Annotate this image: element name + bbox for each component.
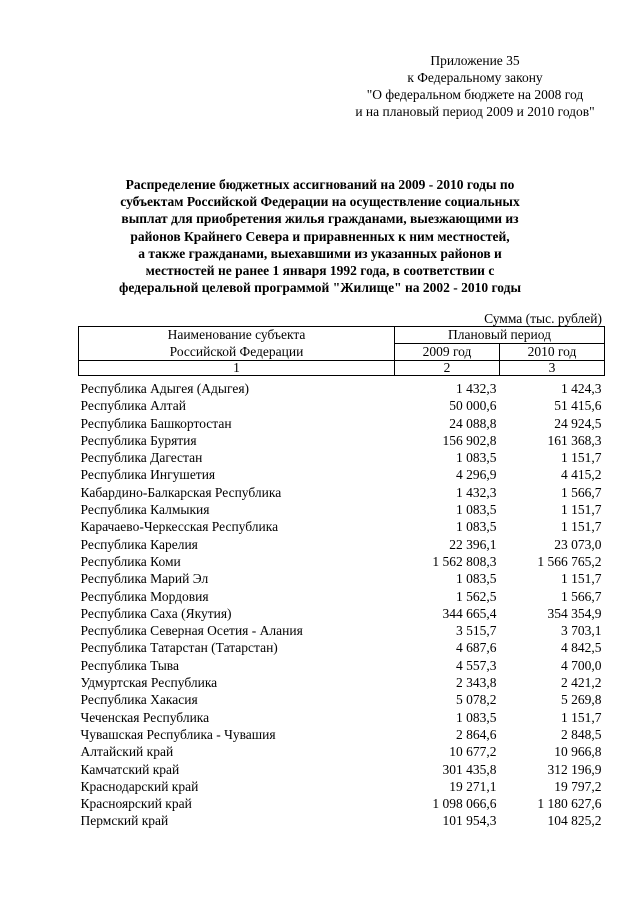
table-row: [79, 743, 605, 760]
budget-table: [78, 326, 605, 830]
table-row: [79, 501, 605, 518]
table-row: [79, 709, 605, 726]
value-2010-cell: 51 415,6: [554, 398, 602, 414]
appendix-line: и на плановый период 2009 и 2010 годов": [355, 104, 595, 119]
value-2010-cell: 1 566 765,2: [537, 553, 602, 569]
region-name-cell: Чеченская Республика: [80, 709, 210, 725]
value-2010-cell: 4 700,0: [561, 657, 602, 673]
value-2010-cell: 1 180 627,6: [537, 796, 602, 812]
header-year-2010: 2010 год: [500, 344, 605, 361]
region-name-cell: Республика Дагестан: [80, 450, 203, 466]
column-index-2: 2: [395, 361, 500, 376]
region-name-cell: Чувашская Республика - Чувашия: [80, 726, 276, 742]
appendix-line: "О федеральном бюджете на 2008 год: [366, 87, 584, 102]
title-line: субъектам Российской Федерации на осуществление социальных: [120, 194, 520, 210]
value-2010-cell: 10 966,8: [554, 744, 602, 760]
value-2009-cell: 4 687,6: [456, 640, 497, 656]
value-2009-cell: 24 088,8: [449, 415, 497, 431]
region-name-cell: Республика Калмыкия: [80, 502, 210, 518]
table-row: [79, 484, 605, 501]
table-row: [79, 466, 605, 483]
value-2009-cell: 19 271,1: [449, 778, 497, 794]
table-row: [79, 657, 605, 674]
region-name-cell: Республика Марий Эл: [80, 571, 209, 587]
table-row: [79, 588, 605, 605]
value-2009-cell: 156 902,8: [442, 432, 497, 448]
value-2010-cell: 1 151,7: [561, 571, 602, 587]
header-planned-period: Плановый период: [395, 327, 605, 344]
table-header: [79, 327, 605, 376]
value-2010-cell: 354 354,9: [547, 605, 602, 621]
value-2010-cell: 24 924,5: [554, 415, 602, 431]
region-name-cell: Республика Саха (Якутия): [80, 605, 232, 621]
column-index-1: 1: [79, 361, 395, 376]
value-2010-cell: 161 368,3: [547, 432, 602, 448]
region-name-cell: Алтайский край: [80, 744, 174, 760]
region-name-cell: Республика Ингушетия: [80, 467, 216, 483]
title-line: районов Крайнего Севера и приравненных к ним местностей,: [130, 228, 510, 244]
region-name-cell: Республика Коми: [80, 553, 181, 569]
value-2010-cell: 4 415,2: [561, 467, 602, 483]
table-row: [79, 432, 605, 449]
region-name-cell: Пермский край: [80, 813, 169, 829]
region-name-cell: Республика Бурятия: [80, 432, 197, 448]
title-line: федеральной целевой программой "Жилище" на 2002 - 2010 годы: [118, 280, 521, 296]
table-row: [79, 778, 605, 795]
units-label: Сумма (тыс. рублей): [484, 311, 602, 326]
table-row: [79, 674, 605, 691]
value-2009-cell: 22 396,1: [449, 536, 497, 552]
value-2010-cell: 1 151,7: [561, 450, 602, 466]
value-2010-cell: 2 421,2: [561, 675, 602, 691]
table-row: [79, 536, 605, 553]
value-2010-cell: 2 848,5: [561, 726, 602, 742]
value-2010-cell: 1 151,7: [561, 519, 602, 535]
value-2009-cell: 301 435,8: [442, 761, 497, 777]
table-row: [79, 691, 605, 708]
table-row: [79, 518, 605, 535]
value-2010-cell: 5 269,8: [561, 692, 602, 708]
value-2010-cell: 19 797,2: [554, 778, 602, 794]
value-2009-cell: 4 296,9: [456, 467, 497, 483]
table-row: [79, 761, 605, 778]
value-2009-cell: 2 864,6: [456, 726, 497, 742]
document-title: [70, 176, 570, 296]
table-row: [79, 795, 605, 812]
value-2009-cell: 1 432,3: [456, 484, 497, 500]
value-2009-cell: 101 954,3: [442, 813, 497, 829]
value-2009-cell: 1 562,5: [456, 588, 497, 604]
header-name-line1: Наименование субъекта: [79, 327, 395, 344]
table-row: [79, 380, 605, 397]
appendix-line: к Федеральному закону: [407, 70, 543, 85]
value-2009-cell: 1 083,5: [456, 519, 497, 535]
value-2010-cell: 104 825,2: [547, 813, 602, 829]
title-line: выплат для приобретения жилья гражданами, выезжающими из: [121, 211, 519, 227]
region-name-cell: Карачаево-Черкесская Республика: [80, 519, 279, 535]
region-name-cell: Республика Башкортостан: [80, 415, 232, 431]
region-name-cell: Камчатский край: [80, 761, 180, 777]
region-name-cell: Республика Северная Осетия - Алания: [80, 623, 303, 639]
table-row: [79, 397, 605, 414]
region-name-cell: Республика Адыгея (Адыгея): [80, 381, 250, 396]
region-name-cell: Республика Хакасия: [80, 692, 198, 708]
value-2010-cell: 1 424,3: [561, 381, 602, 396]
region-name-cell: Удмуртская Республика: [80, 675, 218, 691]
value-2010-cell: 1 566,7: [561, 588, 602, 604]
title-line: Распределение бюджетных ассигнований на 2009 - 2010 годы по: [125, 177, 515, 192]
region-name-cell: Кабардино-Балкарская Республика: [80, 484, 282, 500]
table-row: [79, 726, 605, 743]
region-name-cell: Республика Мордовия: [80, 588, 209, 604]
value-2010-cell: 3 703,1: [561, 623, 602, 639]
value-2009-cell: 1 098 066,6: [432, 796, 497, 812]
column-index-3: 3: [500, 361, 605, 376]
region-name-cell: Республика Алтай: [80, 398, 186, 414]
region-name-cell: Красноярский край: [80, 796, 192, 812]
value-2009-cell: 4 557,3: [456, 657, 497, 673]
region-name-cell: Краснодарский край: [80, 778, 199, 794]
value-2009-cell: 1 083,5: [456, 502, 497, 518]
value-2009-cell: 10 677,2: [449, 744, 497, 760]
value-2010-cell: 1 151,7: [561, 502, 602, 518]
value-2009-cell: 1 432,3: [456, 381, 497, 396]
appendix-line: Приложение 35: [430, 53, 520, 68]
region-name-cell: Республика Татарстан (Татарстан): [80, 640, 278, 656]
value-2009-cell: 1 083,5: [456, 709, 497, 725]
table-row: [79, 553, 605, 570]
value-2010-cell: 1 566,7: [561, 484, 602, 500]
table-row: [79, 622, 605, 639]
header-year-2009: 2009 год: [395, 344, 500, 361]
table-row: [79, 415, 605, 432]
value-2010-cell: 23 073,0: [554, 536, 602, 552]
table-row: [79, 605, 605, 622]
table-body: [79, 376, 605, 830]
table-row: [79, 639, 605, 656]
value-2009-cell: 344 665,4: [442, 605, 497, 621]
table-row: [79, 449, 605, 466]
appendix-header: [330, 52, 620, 120]
value-2009-cell: 2 343,8: [456, 675, 497, 691]
value-2009-cell: 50 000,6: [449, 398, 497, 414]
value-2010-cell: 4 842,5: [561, 640, 602, 656]
value-2009-cell: 1 083,5: [456, 571, 497, 587]
title-line: а также гражданами, выехавшими из указанных районов и: [138, 245, 502, 261]
region-name-cell: Республика Тыва: [80, 657, 179, 673]
value-2009-cell: 5 078,2: [456, 692, 497, 708]
table-row: [79, 812, 605, 829]
value-2010-cell: 1 151,7: [561, 709, 602, 725]
title-line: местностей не ранее 1 января 1992 года, в соответствии с: [145, 263, 495, 279]
header-name-line2: Российской Федерации: [79, 344, 395, 361]
value-2009-cell: 3 515,7: [456, 623, 497, 639]
value-2009-cell: 1 083,5: [456, 450, 497, 466]
value-2010-cell: 312 196,9: [547, 761, 602, 777]
region-name-cell: Республика Карелия: [80, 536, 198, 552]
table-row: [79, 570, 605, 587]
value-2009-cell: 1 562 808,3: [432, 553, 497, 569]
